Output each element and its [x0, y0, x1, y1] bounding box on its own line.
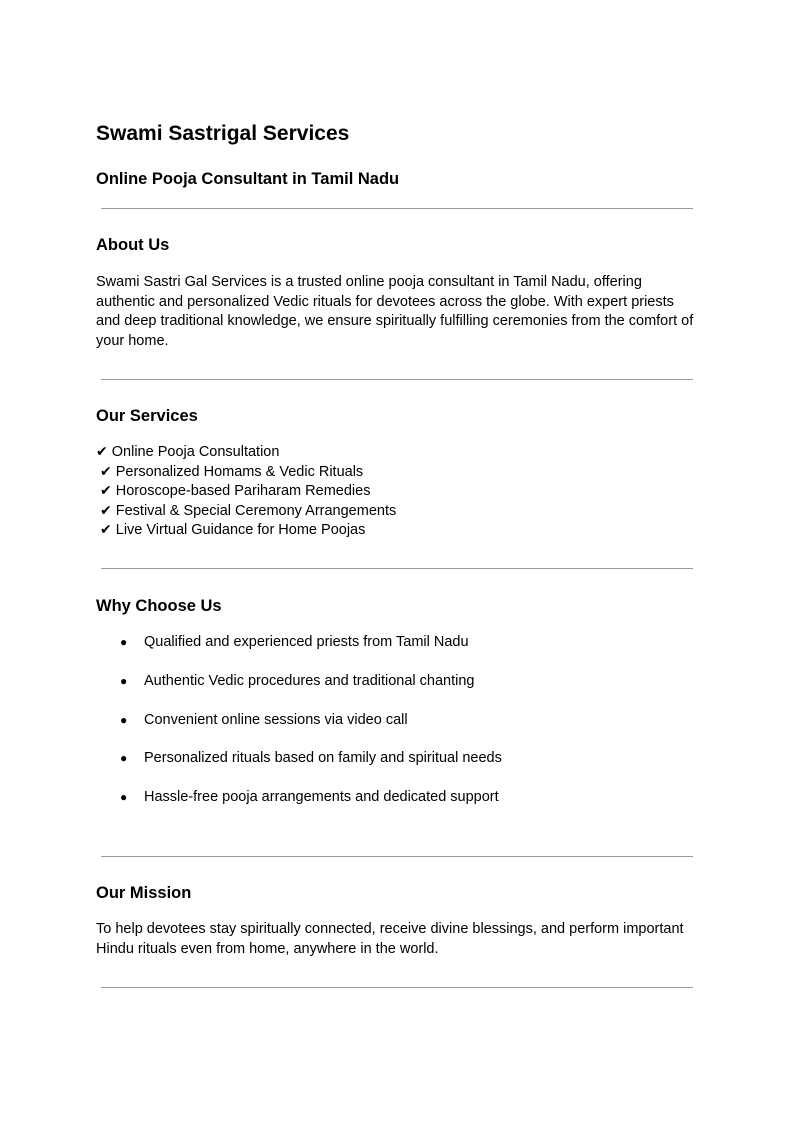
service-item-text: Festival & Special Ceremony Arrangements [115, 502, 397, 519]
section-divider [101, 987, 693, 988]
service-item-text: Horoscope-based Pariharam Remedies [115, 483, 371, 499]
section-divider [101, 208, 693, 209]
bullet-icon: ● [120, 712, 128, 727]
why-item-text: Convenient online sessions via video call [144, 711, 408, 728]
about-text: Swami Sastri Gal Services is a trusted online pooja consultant in Tamil Nadu, offering authentic and personalized Vedic rituals for devotees across the globe. With expert priests and deep traditional knowledge, we ensure spiritually fulfilling ceremonies from the comfort of your home. [96, 274, 694, 349]
services-list [96, 443, 396, 541]
why-item-text: Personalized rituals based on family and spiritual needs [144, 750, 502, 767]
service-item-text: Live Virtual Guidance for Home Poojas [115, 522, 366, 538]
why-heading: Why Choose Us [96, 597, 222, 615]
list-item [96, 482, 396, 502]
document-title: Swami Sastrigal Services [96, 122, 350, 145]
service-item-text: Personalized Homams & Vedic Rituals [115, 463, 364, 480]
bullet-icon: ● [120, 635, 128, 649]
mission-text: To help devotees stay spiritually connected, receive divine blessings, and perform important Hindu rituals even from home, anywhere in the world. [96, 921, 684, 957]
list-item [96, 463, 396, 483]
section-divider [101, 379, 693, 380]
bullet-icon: ● [120, 790, 128, 805]
check-icon: ✔ [100, 463, 112, 480]
list-item [96, 502, 396, 522]
why-item-text: Qualified and experienced priests from Tamil Nadu [144, 634, 469, 650]
bullet-icon: ● [120, 751, 128, 766]
check-icon: ✔ [100, 502, 112, 519]
list-item [96, 443, 396, 463]
why-item-text: Authentic Vedic procedures and traditional chanting [144, 672, 475, 689]
services-heading: Our Services [96, 407, 198, 425]
mission-heading: Our Mission [96, 884, 192, 902]
check-icon: ✔ [100, 483, 112, 499]
section-divider [101, 856, 693, 857]
list-item [96, 521, 396, 541]
why-item-text: Hassle-free pooja arrangements and dedicated support [144, 789, 499, 806]
section-divider [101, 568, 693, 569]
check-icon: ✔ [100, 522, 112, 538]
service-item-text: Online Pooja Consultation [111, 444, 280, 460]
check-icon: ✔ [96, 444, 108, 460]
about-heading: About Us [96, 236, 170, 254]
document-subtitle: Online Pooja Consultant in Tamil Nadu [96, 170, 400, 188]
bullet-icon: ● [120, 673, 128, 688]
